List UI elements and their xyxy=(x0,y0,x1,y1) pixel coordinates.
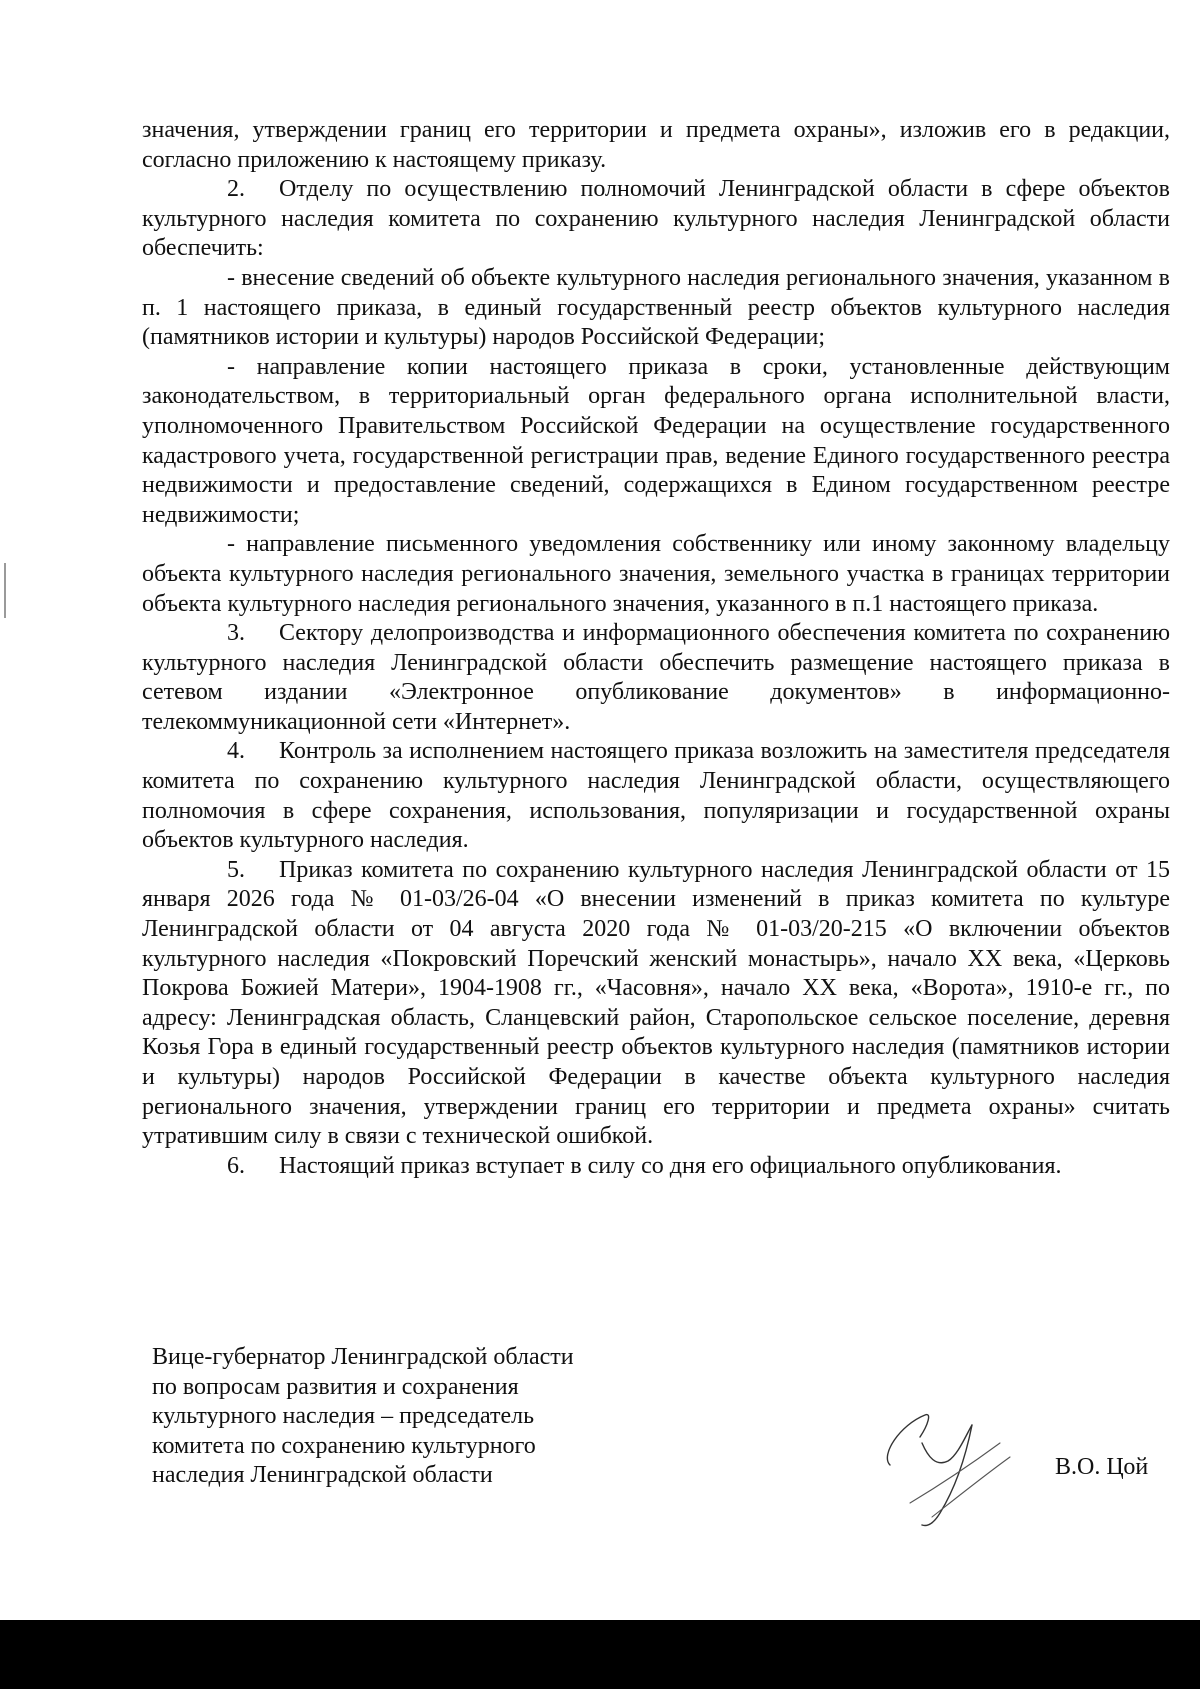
position-line: по вопросам развития и сохранения xyxy=(152,1373,519,1400)
paragraph-text: - внесение сведений об объекте культурного наследия регионального значения, указанном в п. 1 настоящего приказа, в единый государственный реестр объектов культурного наследия (памятников истории и культуры) народов Российской Федерации; xyxy=(142,264,1170,351)
paragraph-item-5 xyxy=(142,856,1170,1152)
paragraph-item-4 xyxy=(142,737,1170,855)
position-line: Вице-губернатор Ленинградской области xyxy=(152,1344,574,1370)
paragraph-subitem-cadastre xyxy=(142,353,1170,531)
paragraph-text: Приказ комитета по сохранению культурного наследия Ленинградской области от 15 января 2026 года № 01-03/26-04 «О внесении изменений в приказ комитета по культуре Ленинградской области от 04 августа 2020 года № 01-03/20-215 «О включении объектов культурного наследия «Покровский Поречский женский монастырь», начало XX века, «Церковь Покрова Божией Матери», 1904-1908 гг., «Часовня», начало XX века, «Ворота», 1910-е гг., по адресу: Ленинградская область, Сланцевский район, Старопольское сельское поселение, деревня Козья Гора в единый государственный реестр объектов культурного наследия (памятников истории и культуры) народов Российской Федерации в качестве объекта культурного наследия регионального значения, утверждении границ его территории и предмета охраны» считать утратившим силу в связи с технической ошибкой. xyxy=(142,856,1170,1150)
paragraph-text: Сектору делопроизводства и информационного обеспечения комитета по сохранению культурного наследия Ленинградской области обеспечить размещение настоящего приказа в сетевом издании «Электронное опубликование документов» в информационно-телекоммуникационной сети «Интернет». xyxy=(142,620,1170,735)
paragraph-item-6 xyxy=(142,1152,1170,1182)
scan-margin-mark xyxy=(4,563,6,618)
paragraph-continuation xyxy=(142,116,1170,175)
item-number: 6. xyxy=(227,1152,245,1179)
signatory-position xyxy=(152,1343,672,1491)
paragraph-text: - направление письменного уведомления собственнику или иному законному владельцу объекта культурного наследия регионального значения, земельного участка в границах территории объекта культурного наследия регионального значения, указанного в п.1 настоящего приказа. xyxy=(142,531,1170,617)
item-number: 3. xyxy=(227,620,245,647)
paragraph-item-2 xyxy=(142,175,1170,264)
handwritten-signature xyxy=(870,1395,1020,1535)
scan-bottom-bar xyxy=(0,1620,1200,1689)
item-number: 2. xyxy=(227,176,245,203)
paragraph-text: значения, утверждении границ его территории и предмета охраны», изложив его в редакции, согласно приложению к настоящему приказу. xyxy=(142,117,1170,173)
paragraph-text: Контроль за исполнением настоящего приказа возложить на заместителя председателя комитета по сохранению культурного наследия Ленинградской области, осуществляющего полномочия в сфере сохранения, использования, популяризации и государственной охраны объектов культурного наследия. xyxy=(142,738,1170,854)
item-number: 5. xyxy=(227,856,245,883)
paragraph-subitem-notification xyxy=(142,530,1170,619)
position-line: наследия Ленинградской области xyxy=(152,1462,493,1488)
position-line: комитета по сохранению культурного xyxy=(152,1432,536,1459)
paragraph-item-3 xyxy=(142,619,1170,737)
signer-name: В.О. Цой xyxy=(1055,1454,1149,1480)
paragraph-subitem-registry xyxy=(142,264,1170,353)
item-number: 4. xyxy=(227,738,245,765)
order-body-text xyxy=(142,116,1170,1181)
paragraph-text: Настоящий приказ вступает в силу со дня его официального опубликования. xyxy=(279,1152,1062,1179)
position-line: культурного наследия – председатель xyxy=(152,1403,535,1429)
paragraph-text: Отделу по осуществлению полномочий Ленинградской области в сфере объектов культурного наследия комитета по сохранению культурного наследия Ленинградской области обеспечить: xyxy=(142,176,1170,262)
paragraph-text: - направление копии настоящего приказа в сроки, установленные действующим законодательством, в территориальный орган федерального органа исполнительной власти, уполномоченного Правительством Российской Федерации на осуществление государственного кадастрового учета, государственной регистрации прав, ведение Единого государственного реестра недвижимости и предоставление сведений, содержащихся в Едином государственном реестре недвижимости; xyxy=(142,353,1170,528)
